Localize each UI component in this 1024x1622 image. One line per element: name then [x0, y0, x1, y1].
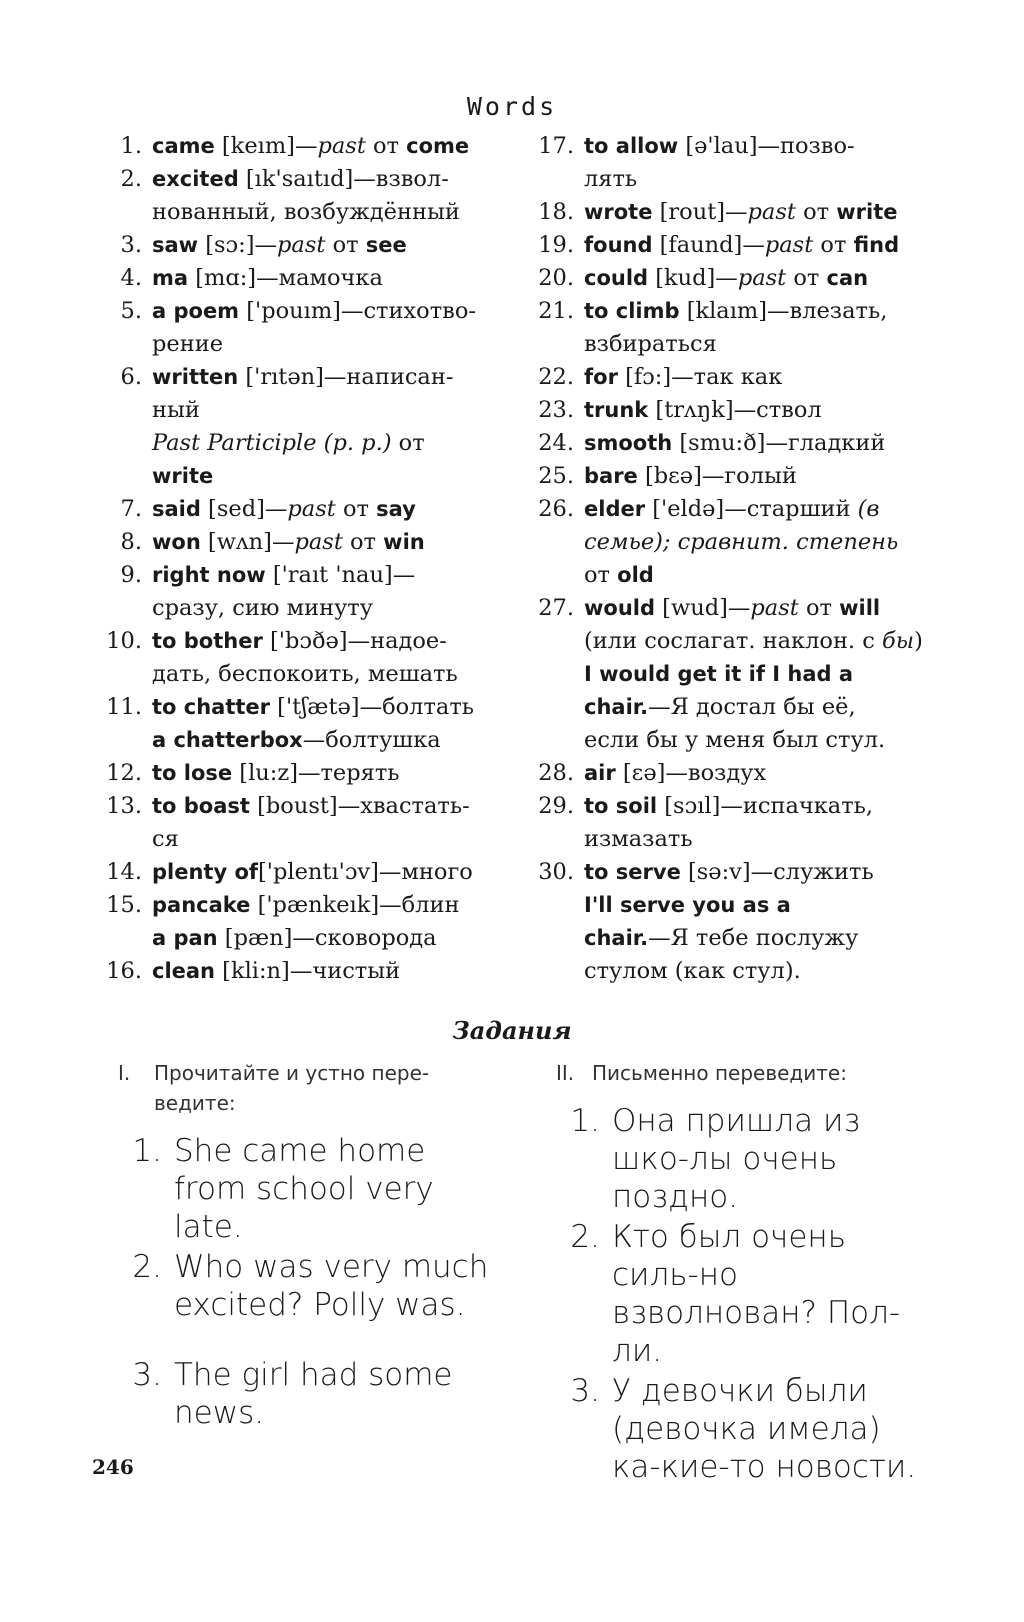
headword: written — [152, 365, 239, 389]
definition-text: от — [786, 265, 827, 291]
vocab-entry — [96, 757, 488, 790]
italic-note: past — [317, 133, 366, 159]
headword: a pan — [152, 926, 218, 950]
entry-line — [152, 955, 488, 988]
headword: to soil — [584, 794, 658, 818]
sentence-number: 2. — [132, 1249, 162, 1285]
italic-note: past — [764, 232, 814, 258]
definition-text: [pæn]—сковорода — [217, 925, 437, 951]
headword: air — [584, 761, 616, 785]
entry-number: 9. — [120, 562, 142, 588]
definition-text: [ɛə]—воздух — [615, 760, 767, 786]
vocab-entry — [96, 526, 488, 559]
headword: bare — [584, 464, 638, 488]
entry-number: 4. — [120, 265, 142, 291]
word-list-left — [96, 130, 488, 988]
vocab-entry — [528, 361, 930, 394]
headword: to bother — [152, 629, 263, 653]
vocab-entry — [528, 790, 930, 856]
definition-text: ['pænkeık]—блин — [250, 892, 460, 918]
entry-number: 11. — [106, 694, 142, 720]
entry-line — [584, 427, 930, 460]
definition-text: ['plentı'ɔv]—много — [258, 859, 473, 885]
definition-text: от — [584, 562, 618, 588]
headword: wrote — [584, 200, 653, 224]
vocab-entry — [96, 856, 488, 889]
definition-text: [lu:z]—терять — [232, 760, 400, 786]
task-instruction-text: Прочитайте и устно пере-ведите: — [154, 1061, 430, 1115]
vocab-entry — [528, 196, 930, 229]
entry-line — [584, 460, 930, 493]
entry-line — [152, 394, 488, 427]
headword: to chatter — [152, 695, 271, 719]
entry-number: 12. — [106, 760, 142, 786]
definition-text: нованный, возбуждённый — [152, 199, 460, 225]
definition-text: от — [795, 199, 837, 225]
entry-line — [152, 163, 488, 196]
entry-body — [152, 625, 488, 691]
italic-note: past — [294, 529, 343, 555]
entry-line — [152, 823, 488, 856]
italic-note: (в — [857, 496, 880, 522]
entry-number: 28. — [538, 760, 574, 786]
sentence-text: The girl had some news. — [174, 1357, 453, 1431]
entry-body — [584, 295, 930, 361]
sentence-text: У девочки были (девочка имела) ка-кие-то новости. — [612, 1373, 917, 1485]
example-phrase: chair. — [584, 695, 649, 719]
entry-number: 14. — [106, 859, 142, 885]
entry-number: 21. — [538, 298, 574, 324]
entry-line — [584, 658, 930, 691]
headword: for — [584, 365, 618, 389]
vocab-entry — [96, 163, 488, 229]
entry-line — [152, 625, 488, 658]
definition-text: ['eldə]—старший — [645, 496, 858, 522]
entry-line — [584, 757, 930, 790]
entry-line — [584, 691, 930, 724]
entry-number: 22. — [538, 364, 574, 390]
entry-body — [152, 691, 488, 757]
task-sentence — [118, 1248, 490, 1324]
italic-note: past — [747, 199, 796, 225]
entry-line — [152, 922, 488, 955]
entry-number: 13. — [106, 793, 142, 819]
definition-text: от — [342, 529, 384, 555]
entry-body — [584, 460, 930, 493]
definition-text: (или сослагат. наклон. с — [584, 628, 882, 654]
definition-text: от — [813, 232, 854, 258]
entry-body — [584, 361, 930, 394]
headword: to lose — [152, 761, 233, 785]
entry-body — [584, 592, 930, 757]
entry-body — [152, 889, 488, 955]
headword: win — [383, 530, 425, 554]
entry-line — [584, 262, 930, 295]
task-sentence — [556, 1372, 928, 1486]
entry-line — [152, 592, 488, 625]
entry-line — [152, 295, 488, 328]
entry-line — [584, 724, 930, 757]
vocab-entry — [96, 262, 488, 295]
definition-text: лять — [584, 166, 638, 192]
task-instruction-text: Письменно переведите: — [592, 1061, 847, 1085]
entry-line — [584, 526, 930, 559]
entry-body — [152, 559, 488, 625]
italic-note: past — [277, 232, 326, 258]
entry-body — [152, 229, 488, 262]
definition-text: [trʌŋk]—ствол — [648, 397, 822, 423]
entry-line — [584, 559, 930, 592]
headword: ma — [152, 266, 189, 290]
entry-line — [584, 922, 930, 955]
headword: write — [836, 200, 898, 224]
headword: right now — [152, 563, 266, 587]
italic-note: past — [737, 265, 787, 291]
definition-text: [wud]— — [655, 595, 751, 621]
headword: see — [365, 233, 407, 257]
definition-text: дать, беспокоить, мешать — [152, 661, 458, 687]
definition-text: ['rıtən]—написан- — [238, 364, 454, 390]
sentence-text: Она пришла из шко-лы очень поздно. — [612, 1103, 861, 1215]
entry-body — [152, 130, 488, 163]
definition-text: взбираться — [584, 331, 717, 357]
entry-body — [152, 262, 488, 295]
entry-number: 19. — [538, 232, 574, 258]
definition-text: ['pouım]—стихотво- — [239, 298, 476, 324]
vocab-entry — [96, 955, 488, 988]
vocab-entry — [528, 229, 930, 262]
entry-line — [152, 790, 488, 823]
sentence-number: 1. — [570, 1103, 600, 1139]
vocab-entry — [96, 691, 488, 757]
entry-number: 7. — [120, 496, 142, 522]
headword: a poem — [152, 299, 240, 323]
italic-note: past — [287, 496, 336, 522]
vocab-entry — [528, 130, 930, 196]
entry-number: 20. — [538, 265, 574, 291]
definition-text: ['raıt 'nau]— — [265, 562, 416, 588]
entry-line — [584, 229, 930, 262]
entry-body — [152, 955, 488, 988]
headword: elder — [584, 497, 646, 521]
entry-line — [584, 196, 930, 229]
entry-body — [152, 493, 488, 526]
entry-line — [152, 724, 488, 757]
entry-line — [584, 790, 930, 823]
definition-text: ся — [152, 826, 179, 852]
definition-text: [fɔ:]—так как — [617, 364, 783, 390]
vocab-entry — [528, 856, 930, 988]
headword: smooth — [584, 431, 673, 455]
definition-text: [sɔıl]—испачкать, — [657, 793, 874, 819]
entry-body — [584, 493, 930, 592]
task-instruction — [556, 1058, 928, 1088]
entry-line — [152, 427, 488, 460]
definition-text: измазать — [584, 826, 693, 852]
definition-text: [bɛə]—голый — [637, 463, 797, 489]
entry-line — [584, 493, 930, 526]
entry-line — [152, 328, 488, 361]
vocab-entry — [528, 460, 930, 493]
example-phrase: chair. — [584, 926, 649, 950]
entry-body — [152, 757, 488, 790]
definition-text: [sə:v]—служить — [680, 859, 874, 885]
vocab-entry — [96, 625, 488, 691]
definition-text: [sed]— — [200, 496, 288, 522]
entry-line — [152, 889, 488, 922]
entry-number: 3. — [120, 232, 142, 258]
headword: find — [853, 233, 900, 257]
entry-line — [152, 361, 488, 394]
vocab-entry — [96, 295, 488, 361]
entry-body — [152, 361, 488, 493]
entry-line — [152, 559, 488, 592]
entry-line — [584, 955, 930, 988]
vocab-entry — [96, 229, 488, 262]
sentence-number: 3. — [132, 1357, 162, 1393]
entry-number: 1. — [120, 133, 142, 159]
definition-text: ['bɔðə]—надое- — [262, 628, 447, 654]
entry-number: 18. — [538, 199, 574, 225]
spacer — [118, 1326, 490, 1356]
vocab-entry — [96, 889, 488, 955]
task-sentence — [556, 1102, 928, 1216]
italic-note: бы — [882, 628, 915, 654]
entry-body — [584, 790, 930, 856]
definition-text: [ık'saıtıd]—взвол- — [238, 166, 449, 192]
definition-text: —Я тебе послужу — [648, 925, 859, 951]
definition-text: от — [391, 430, 425, 456]
example-phrase: I would get it if I had a — [584, 662, 854, 686]
headword: pancake — [152, 893, 251, 917]
definition-text: от — [365, 133, 407, 159]
headword: would — [584, 596, 656, 620]
entry-line — [152, 526, 488, 559]
page-number: 246 — [92, 1455, 134, 1479]
definition-text: стулом (как стул). — [584, 958, 801, 984]
headword: say — [376, 497, 416, 521]
entry-line — [152, 196, 488, 229]
example-phrase: I'll serve you as a — [584, 893, 791, 917]
entry-line — [584, 856, 930, 889]
entry-line — [152, 691, 488, 724]
entry-line — [584, 328, 930, 361]
definition-text: [faund]— — [652, 232, 765, 258]
headword: old — [617, 563, 654, 587]
entry-body — [584, 856, 930, 988]
headword: plenty of — [152, 860, 259, 884]
vocab-entry — [96, 130, 488, 163]
definition-text: [sɔ:]— — [198, 232, 278, 258]
headword: can — [826, 266, 869, 290]
entry-body — [584, 130, 930, 196]
entry-line — [152, 262, 488, 295]
headword: excited — [152, 167, 239, 191]
definition-text: [smu:ð]—гладкий — [672, 430, 886, 456]
entry-line — [584, 592, 930, 625]
vocab-entry — [528, 757, 930, 790]
definition-text: рение — [152, 331, 224, 357]
entry-number: 24. — [538, 430, 574, 456]
headword: could — [584, 266, 649, 290]
entry-body — [152, 856, 488, 889]
entry-line — [152, 757, 488, 790]
headword: to climb — [584, 299, 680, 323]
vocab-entry — [96, 790, 488, 856]
tasks-heading: Задания — [452, 1016, 572, 1045]
entry-number: 30. — [538, 859, 574, 885]
headword: a chatterbox — [152, 728, 303, 752]
headword: come — [406, 134, 470, 158]
sentence-text: Кто был очень силь-но взволнован? Пол-ли. — [612, 1219, 901, 1369]
italic-note: Past Participle (p. p.) — [152, 430, 392, 456]
headword: will — [839, 596, 881, 620]
definition-text: [rout]— — [652, 199, 748, 225]
definition-text: [keım]— — [214, 133, 318, 159]
vocab-entry — [528, 295, 930, 361]
headword: write — [152, 464, 214, 488]
entry-line — [152, 229, 488, 262]
definition-text: ['tʃætə]—болтать — [270, 694, 475, 720]
sentence-number: 2. — [570, 1219, 600, 1255]
headword: came — [152, 134, 215, 158]
entry-number: 25. — [538, 463, 574, 489]
definition-text: —Я достал бы её, — [648, 694, 856, 720]
definition-text: от — [798, 595, 840, 621]
task-sentence — [118, 1356, 490, 1432]
entry-number: 6. — [120, 364, 142, 390]
task-sentence-list — [118, 1132, 490, 1432]
task-reading — [118, 1058, 490, 1434]
vocab-entry — [528, 592, 930, 757]
entry-body — [584, 262, 930, 295]
entry-number: 8. — [120, 529, 142, 555]
entry-number: 17. — [538, 133, 574, 159]
vocab-entry — [528, 427, 930, 460]
definition-text: ) — [914, 628, 923, 654]
vocab-entry — [96, 559, 488, 625]
headword: trunk — [584, 398, 649, 422]
entry-line — [152, 460, 488, 493]
vocab-entry — [96, 361, 488, 493]
entry-number: 27. — [538, 595, 574, 621]
vocab-entry — [528, 262, 930, 295]
entry-number: 5. — [120, 298, 142, 324]
vocab-entry — [96, 493, 488, 526]
headword: won — [152, 530, 201, 554]
entry-number: 2. — [120, 166, 142, 192]
entry-line — [584, 625, 930, 658]
headword: to allow — [584, 134, 679, 158]
task-translation — [556, 1058, 928, 1488]
entry-line — [584, 394, 930, 427]
definition-text: [mɑ:]—мамочка — [188, 265, 383, 291]
headword: to boast — [152, 794, 250, 818]
definition-text: [klaım]—влезать, — [679, 298, 888, 324]
definition-text: ный — [152, 397, 200, 423]
entry-body — [152, 790, 488, 856]
definition-text: [kli:n]—чистый — [215, 958, 401, 984]
headword: found — [584, 233, 653, 257]
headword: saw — [152, 233, 199, 257]
definition-text: от — [335, 496, 377, 522]
entry-line — [584, 163, 930, 196]
entry-number: 10. — [106, 628, 142, 654]
entry-line — [152, 493, 488, 526]
word-list-right — [528, 130, 930, 988]
entry-line — [152, 130, 488, 163]
sentence-text: Who was very much excited? Polly was. — [174, 1249, 489, 1323]
entry-body — [584, 427, 930, 460]
entry-line — [152, 658, 488, 691]
entry-body — [152, 295, 488, 361]
entry-number: 15. — [106, 892, 142, 918]
sentence-number: 3. — [570, 1373, 600, 1409]
definition-text: [kud]— — [648, 265, 738, 291]
sentence-text: She came home from school very late. — [174, 1133, 434, 1245]
vocab-entry — [528, 394, 930, 427]
entry-line — [152, 856, 488, 889]
entry-number: 26. — [538, 496, 574, 522]
definition-text: если бы у меня был стул. — [584, 727, 886, 753]
italic-note: семье); сравнит. степень — [584, 529, 899, 555]
vocab-entry — [528, 493, 930, 592]
headword: to serve — [584, 860, 681, 884]
entry-line — [584, 823, 930, 856]
definition-text: от — [325, 232, 366, 258]
task-sentence — [118, 1132, 490, 1246]
task-sentence — [556, 1218, 928, 1370]
entry-line — [584, 889, 930, 922]
entry-body — [152, 163, 488, 229]
definition-text: —болтушка — [302, 727, 441, 753]
entry-line — [584, 361, 930, 394]
task-instruction — [118, 1058, 490, 1118]
task-sentence-list — [556, 1102, 928, 1486]
definition-text: [wʌn]— — [200, 529, 295, 555]
entry-number: 29. — [538, 793, 574, 819]
entry-body — [584, 196, 930, 229]
definition-text: сразу, сию минуту — [152, 595, 373, 621]
italic-note: past — [750, 595, 799, 621]
entry-body — [584, 757, 930, 790]
definition-text: [boust]—хвастать- — [249, 793, 470, 819]
entry-body — [584, 229, 930, 262]
definition-text: [ə'lau]—позво- — [678, 133, 855, 159]
entry-body — [152, 526, 488, 559]
entry-number: 16. — [106, 958, 142, 984]
entry-line — [584, 295, 930, 328]
task-roman-number: I. — [118, 1061, 131, 1085]
headword: clean — [152, 959, 216, 983]
sentence-number: 1. — [132, 1133, 162, 1169]
entry-line — [584, 130, 930, 163]
task-roman-number: II. — [556, 1061, 575, 1085]
headword: said — [152, 497, 201, 521]
page-title: Words — [466, 92, 558, 121]
entry-body — [584, 394, 930, 427]
entry-number: 23. — [538, 397, 574, 423]
